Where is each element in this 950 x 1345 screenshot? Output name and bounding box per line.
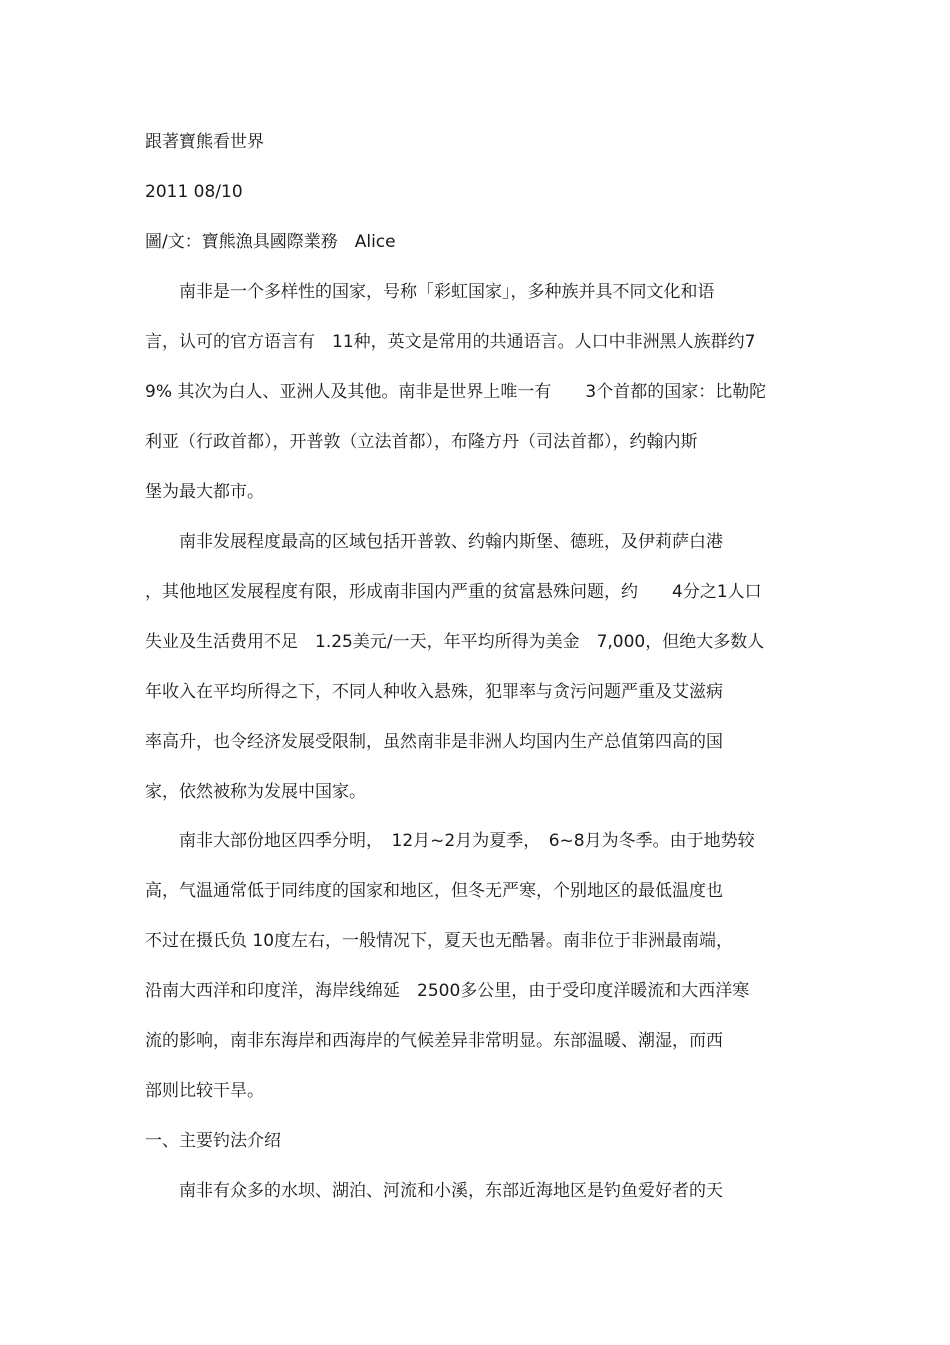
paragraph-line: 9% 其次为白人、亚洲人及其他。南非是世界上唯一有 3个首都的国家：比勒陀 [145, 382, 767, 402]
paragraph-line: 不过在摄氏负 10度左右，一般情况下，夏天也无酷暑。南非位于非洲最南端， [145, 931, 734, 951]
paragraph-line: 年收入在平均所得之下，不同人种收入悬殊，犯罪率与贪污问题严重及艾滋病 [145, 682, 723, 702]
document-byline: 圖/文：寶熊漁具國際業務 Alice [145, 232, 396, 252]
paragraph-line: 堡为最大都市。 [145, 482, 264, 502]
paragraph-line: 南非是一个多样性的国家，号称「彩虹国家」，多种族并具不同文化和语 [145, 282, 715, 302]
document-date: 2011 08/10 [145, 182, 243, 202]
paragraph-line: ，其他地区发展程度有限，形成南非国内严重的贫富悬殊问题，约 4分之1人口 [145, 582, 762, 602]
paragraph-line: 家，依然被称为发展中国家。 [145, 782, 366, 802]
paragraph-line: 失业及生活费用不足 1.25美元/一天，年平均所得为美金 7,000，但绝大多数人 [145, 632, 765, 652]
paragraph-line: 高，气温通常低于同纬度的国家和地区，但冬无严寒，个别地区的最低温度也 [145, 881, 723, 901]
paragraph-line: 部则比较干旱。 [145, 1081, 264, 1101]
document-title: 跟著寶熊看世界 [145, 132, 264, 152]
paragraph-line: 南非发展程度最高的区域包括开普敦、约翰内斯堡、德班，及伊莉萨白港 [145, 532, 723, 552]
paragraph-line: 言，认可的官方语言有 11种，英文是常用的共通语言。人口中非洲黑人族群约7 [145, 332, 756, 352]
paragraph-line: 率高升，也令经济发展受限制，虽然南非是非洲人均国内生产总值第四高的国 [145, 732, 723, 752]
paragraph-line: 流的影响，南非东海岸和西海岸的气候差异非常明显。东部温暖、潮湿，而西 [145, 1031, 723, 1051]
paragraph-line: 利亚（行政首都），开普敦（立法首都），布隆方丹（司法首都），约翰内斯 [145, 432, 698, 452]
paragraph-line: 南非有众多的水坝、湖泊、河流和小溪，东部近海地区是钓鱼爱好者的天 [145, 1181, 723, 1201]
section-heading: 一、主要钓法介绍 [145, 1131, 281, 1151]
paragraph-line: 南非大部份地区四季分明， 12月~2月为夏季， 6~8月为冬季。由于地势较 [145, 831, 755, 851]
paragraph-line: 沿南大西洋和印度洋，海岸线绵延 2500多公里，由于受印度洋暖流和大西洋寒 [145, 981, 750, 1001]
